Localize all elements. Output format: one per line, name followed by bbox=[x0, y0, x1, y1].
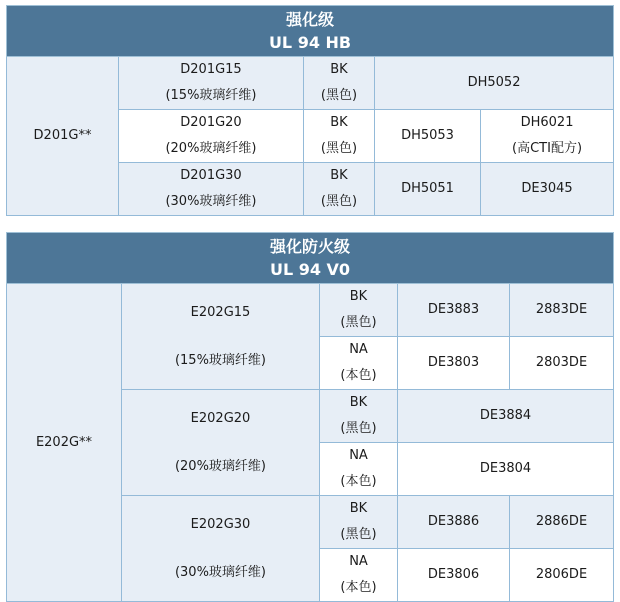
cell-de3883 bbox=[398, 284, 510, 337]
table-row bbox=[7, 284, 614, 337]
cell-line: NA bbox=[349, 448, 368, 463]
cell-dh5052 bbox=[375, 57, 614, 110]
cell-line: NA bbox=[349, 342, 368, 357]
reinforced-flame-retardant-grade-grid bbox=[6, 232, 614, 602]
cell-dh5053 bbox=[375, 110, 481, 163]
cell-e202g30 bbox=[122, 496, 320, 602]
table-title-line: UL 94 HB bbox=[268, 33, 352, 52]
cell-line: BK bbox=[349, 501, 368, 516]
cell-line: (黑色) bbox=[340, 527, 377, 542]
cell-line: (黑色) bbox=[340, 421, 377, 436]
cell-line: 2803DE bbox=[535, 355, 588, 370]
table-title-line: 强化级 bbox=[286, 10, 335, 29]
cell-line: (黑色) bbox=[320, 194, 358, 209]
cell-line: (本色) bbox=[340, 580, 377, 595]
cell-de3806 bbox=[398, 549, 510, 602]
cell-de3884 bbox=[398, 390, 614, 443]
table-header-reinforced-flame-retardant-grade bbox=[7, 233, 614, 284]
cell-line: E202G30 bbox=[190, 516, 251, 532]
table-title-line: 强化防火级 bbox=[270, 237, 351, 256]
cell-d201g30 bbox=[119, 163, 304, 216]
cell-bk bbox=[320, 390, 398, 443]
cell-line: BK bbox=[349, 395, 368, 410]
table-reinforced-flame-retardant-grade bbox=[6, 232, 614, 602]
cell-line: DE3884 bbox=[479, 408, 532, 423]
cell-de3045 bbox=[481, 163, 614, 216]
cell-dh6021 bbox=[481, 110, 614, 163]
cell-e202g15 bbox=[122, 284, 320, 390]
cell-2886de bbox=[510, 496, 614, 549]
table-header-reinforced-grade bbox=[7, 6, 614, 57]
cell-line: BK bbox=[330, 62, 348, 77]
table-row bbox=[7, 57, 614, 110]
cell-line: (30%玻璃纤维) bbox=[165, 194, 257, 209]
cell-e202g20 bbox=[122, 390, 320, 496]
cell-line: D201G15 bbox=[180, 62, 242, 77]
cell-line: 2806DE bbox=[535, 567, 588, 582]
reinforced-grade-grid bbox=[6, 5, 614, 216]
cell-dh5051 bbox=[375, 163, 481, 216]
cell-line: DH6021 bbox=[520, 115, 574, 130]
cell-line: (本色) bbox=[340, 368, 377, 383]
cell-line: DH5051 bbox=[401, 181, 454, 196]
cell-bk bbox=[304, 110, 375, 163]
cell-na bbox=[320, 443, 398, 496]
cell-line: (高CTI配方) bbox=[512, 141, 583, 156]
cell-line: D201G** bbox=[33, 128, 92, 143]
cell-de3803 bbox=[398, 337, 510, 390]
cell-line: (20%玻璃纤维) bbox=[174, 458, 267, 474]
cell-na bbox=[320, 337, 398, 390]
table-reinforced-grade bbox=[6, 5, 614, 216]
cell-line: DH5053 bbox=[401, 128, 454, 143]
cell-line: DE3806 bbox=[427, 567, 480, 582]
cell-line: DE3804 bbox=[479, 461, 532, 476]
cell-line: DE3045 bbox=[521, 181, 573, 196]
cell-na bbox=[320, 549, 398, 602]
cell-bk bbox=[320, 496, 398, 549]
cell-e202g bbox=[7, 284, 122, 602]
cell-de3886 bbox=[398, 496, 510, 549]
cell-line: DH5052 bbox=[467, 75, 521, 90]
cell-line: (20%玻璃纤维) bbox=[165, 141, 257, 156]
cell-line: (黑色) bbox=[320, 141, 358, 156]
cell-line: E202G20 bbox=[190, 410, 251, 426]
cell-line: E202G** bbox=[35, 434, 93, 450]
cell-line: 2886DE bbox=[535, 514, 588, 529]
cell-line: BK bbox=[330, 115, 348, 130]
cell-line: DE3803 bbox=[427, 355, 480, 370]
cell-line: (15%玻璃纤维) bbox=[174, 352, 267, 368]
cell-line: 2883DE bbox=[535, 302, 588, 317]
cell-bk bbox=[304, 57, 375, 110]
cell-line: D201G20 bbox=[180, 115, 242, 130]
cell-line: (本色) bbox=[340, 474, 377, 489]
cell-d201g20 bbox=[119, 110, 304, 163]
cell-line: NA bbox=[349, 554, 368, 569]
cell-line: E202G15 bbox=[190, 304, 251, 320]
cell-line: DE3883 bbox=[427, 302, 480, 317]
cell-bk bbox=[304, 163, 375, 216]
cell-d201g bbox=[7, 57, 119, 216]
table-title-line: UL 94 V0 bbox=[269, 260, 351, 279]
cell-line: BK bbox=[349, 289, 368, 304]
cell-2806de bbox=[510, 549, 614, 602]
cell-line: BK bbox=[330, 168, 348, 183]
cell-line: (黑色) bbox=[340, 315, 377, 330]
cell-line: (黑色) bbox=[320, 88, 358, 103]
cell-line: (30%玻璃纤维) bbox=[174, 564, 267, 580]
cell-bk bbox=[320, 284, 398, 337]
cell-2883de bbox=[510, 284, 614, 337]
cell-line: D201G30 bbox=[180, 168, 242, 183]
cell-2803de bbox=[510, 337, 614, 390]
cell-line: (15%玻璃纤维) bbox=[165, 88, 257, 103]
cell-de3804 bbox=[398, 443, 614, 496]
cell-line: DE3886 bbox=[427, 514, 480, 529]
cell-d201g15 bbox=[119, 57, 304, 110]
